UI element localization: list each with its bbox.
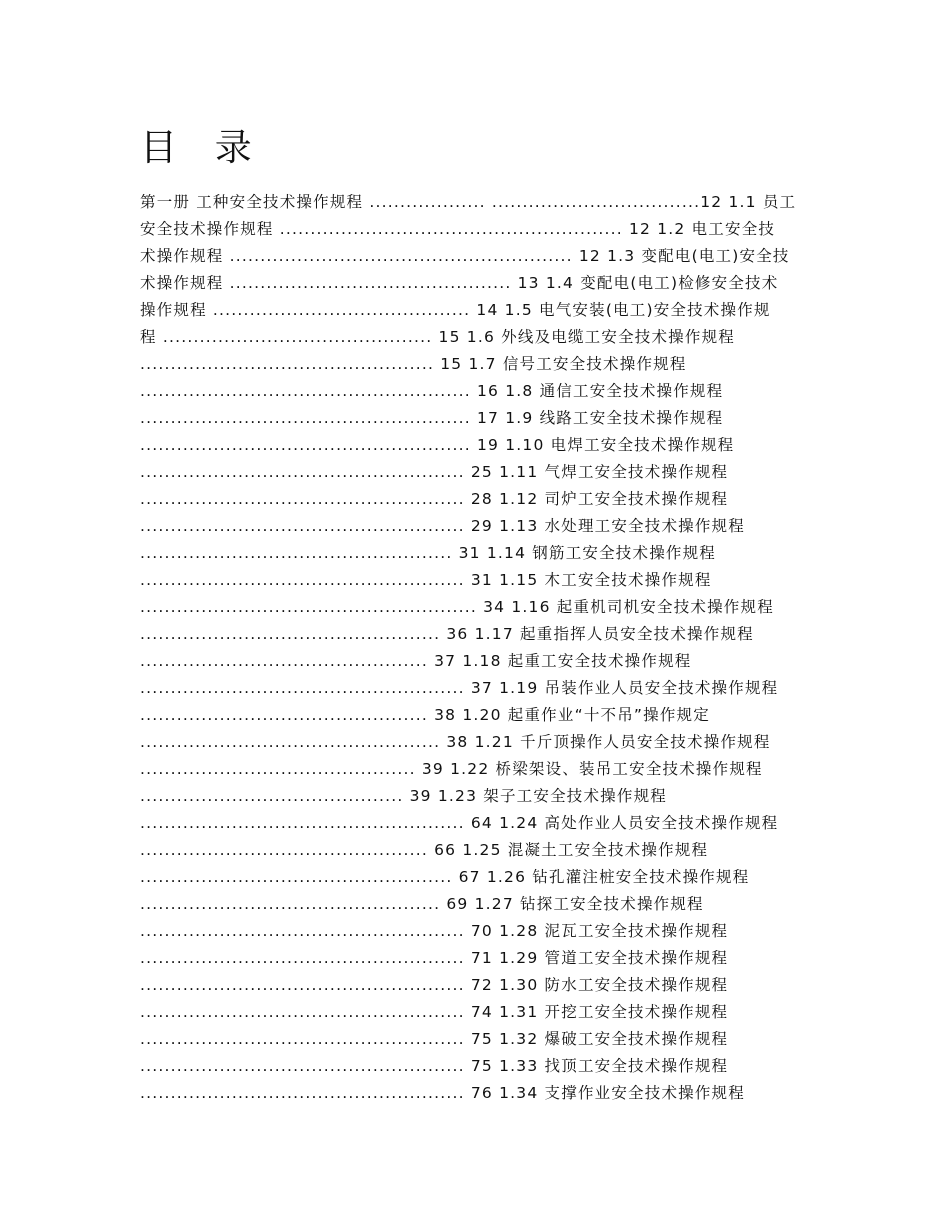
toc-line[interactable]: ..................................................... 72 1.30 防水工安全技术操作规程 [140,976,729,994]
toc-line[interactable]: ...................................................... 19 1.10 电焊工安全技术操作规程 [140,436,735,454]
toc-line[interactable]: 操作规程 .......................................... 14 1.5 电气安装(电工)安全技术操作规 [140,301,771,319]
toc-line[interactable]: 第一册 工种安全技术操作规程 ................... ..................................12 1.1 员工 [140,193,797,211]
toc-line[interactable]: ............................................... 37 1.18 起重工安全技术操作规程 [140,652,692,670]
table-of-contents [140,189,830,1107]
toc-line[interactable]: ..................................................... 74 1.31 开挖工安全技术操作规程 [140,1003,729,1021]
toc-line[interactable]: ................................................... 31 1.14 钢筋工安全技术操作规程 [140,544,716,562]
page-title: 目 录 [140,126,265,169]
toc-line[interactable]: ..................................................... 64 1.24 高处作业人员安全技术操作规程 [140,814,779,832]
toc-line[interactable]: ..................................................... 29 1.13 水处理工安全技术操作规程 [140,517,745,535]
toc-line[interactable]: ............................................... 66 1.25 混凝土工安全技术操作规程 [140,841,709,859]
toc-line[interactable]: 程 ............................................ 15 1.6 外线及电缆工安全技术操作规程 [140,328,735,346]
toc-line[interactable]: ..................................................... 76 1.34 支撑作业安全技术操作规程 [140,1084,745,1102]
toc-line[interactable]: ..................................................... 25 1.11 气焊工安全技术操作规程 [140,463,729,481]
toc-line[interactable]: 术操作规程 .............................................. 13 1.4 变配电(电工)检修安全技术 [140,274,779,292]
toc-line[interactable]: ..................................................... 31 1.15 木工安全技术操作规程 [140,571,712,589]
toc-line[interactable]: ..................................................... 75 1.33 找顶工安全技术操作规程 [140,1057,729,1075]
toc-line[interactable]: ..................................................... 70 1.28 泥瓦工安全技术操作规程 [140,922,729,940]
toc-line[interactable]: 术操作规程 ........................................................ 12 1.3 变配电(电工)安全技 [140,247,790,265]
toc-line[interactable]: ...................................................... 16 1.8 通信工安全技术操作规程 [140,382,724,400]
toc-line[interactable]: ..................................................... 75 1.32 爆破工安全技术操作规程 [140,1030,729,1048]
toc-line[interactable]: ..................................................... 28 1.12 司炉工安全技术操作规程 [140,490,729,508]
toc-line[interactable]: 安全技术操作规程 ........................................................ 12 1.2 电工安全技 [140,220,776,238]
toc-line[interactable]: ................................................... 67 1.26 钻孔灌注桩安全技术操作规程 [140,868,750,886]
toc-line[interactable]: ........................................... 39 1.23 架子工安全技术操作规程 [140,787,667,805]
toc-line[interactable]: ..................................................... 37 1.19 吊装作业人员安全技术操作规程 [140,679,779,697]
toc-line[interactable]: ................................................ 15 1.7 信号工安全技术操作规程 [140,355,687,373]
toc-line[interactable]: ............................................... 38 1.20 起重作业“十不吊”操作规定 [140,706,710,724]
toc-line[interactable]: ..................................................... 71 1.29 管道工安全技术操作规程 [140,949,729,967]
toc-line[interactable]: ...................................................... 17 1.9 线路工安全技术操作规程 [140,409,724,427]
toc-line[interactable]: ................................................. 69 1.27 钻探工安全技术操作规程 [140,895,704,913]
toc-line[interactable]: ................................................. 38 1.21 千斤顶操作人员安全技术操作规程 [140,733,771,751]
toc-line[interactable]: ....................................................... 34 1.16 起重机司机安全技术操作规程 [140,598,774,616]
toc-line[interactable]: ................................................. 36 1.17 起重指挥人员安全技术操作规程 [140,625,754,643]
toc-line[interactable]: ............................................. 39 1.22 桥梁架设、装吊工安全技术操作规程 [140,760,763,778]
